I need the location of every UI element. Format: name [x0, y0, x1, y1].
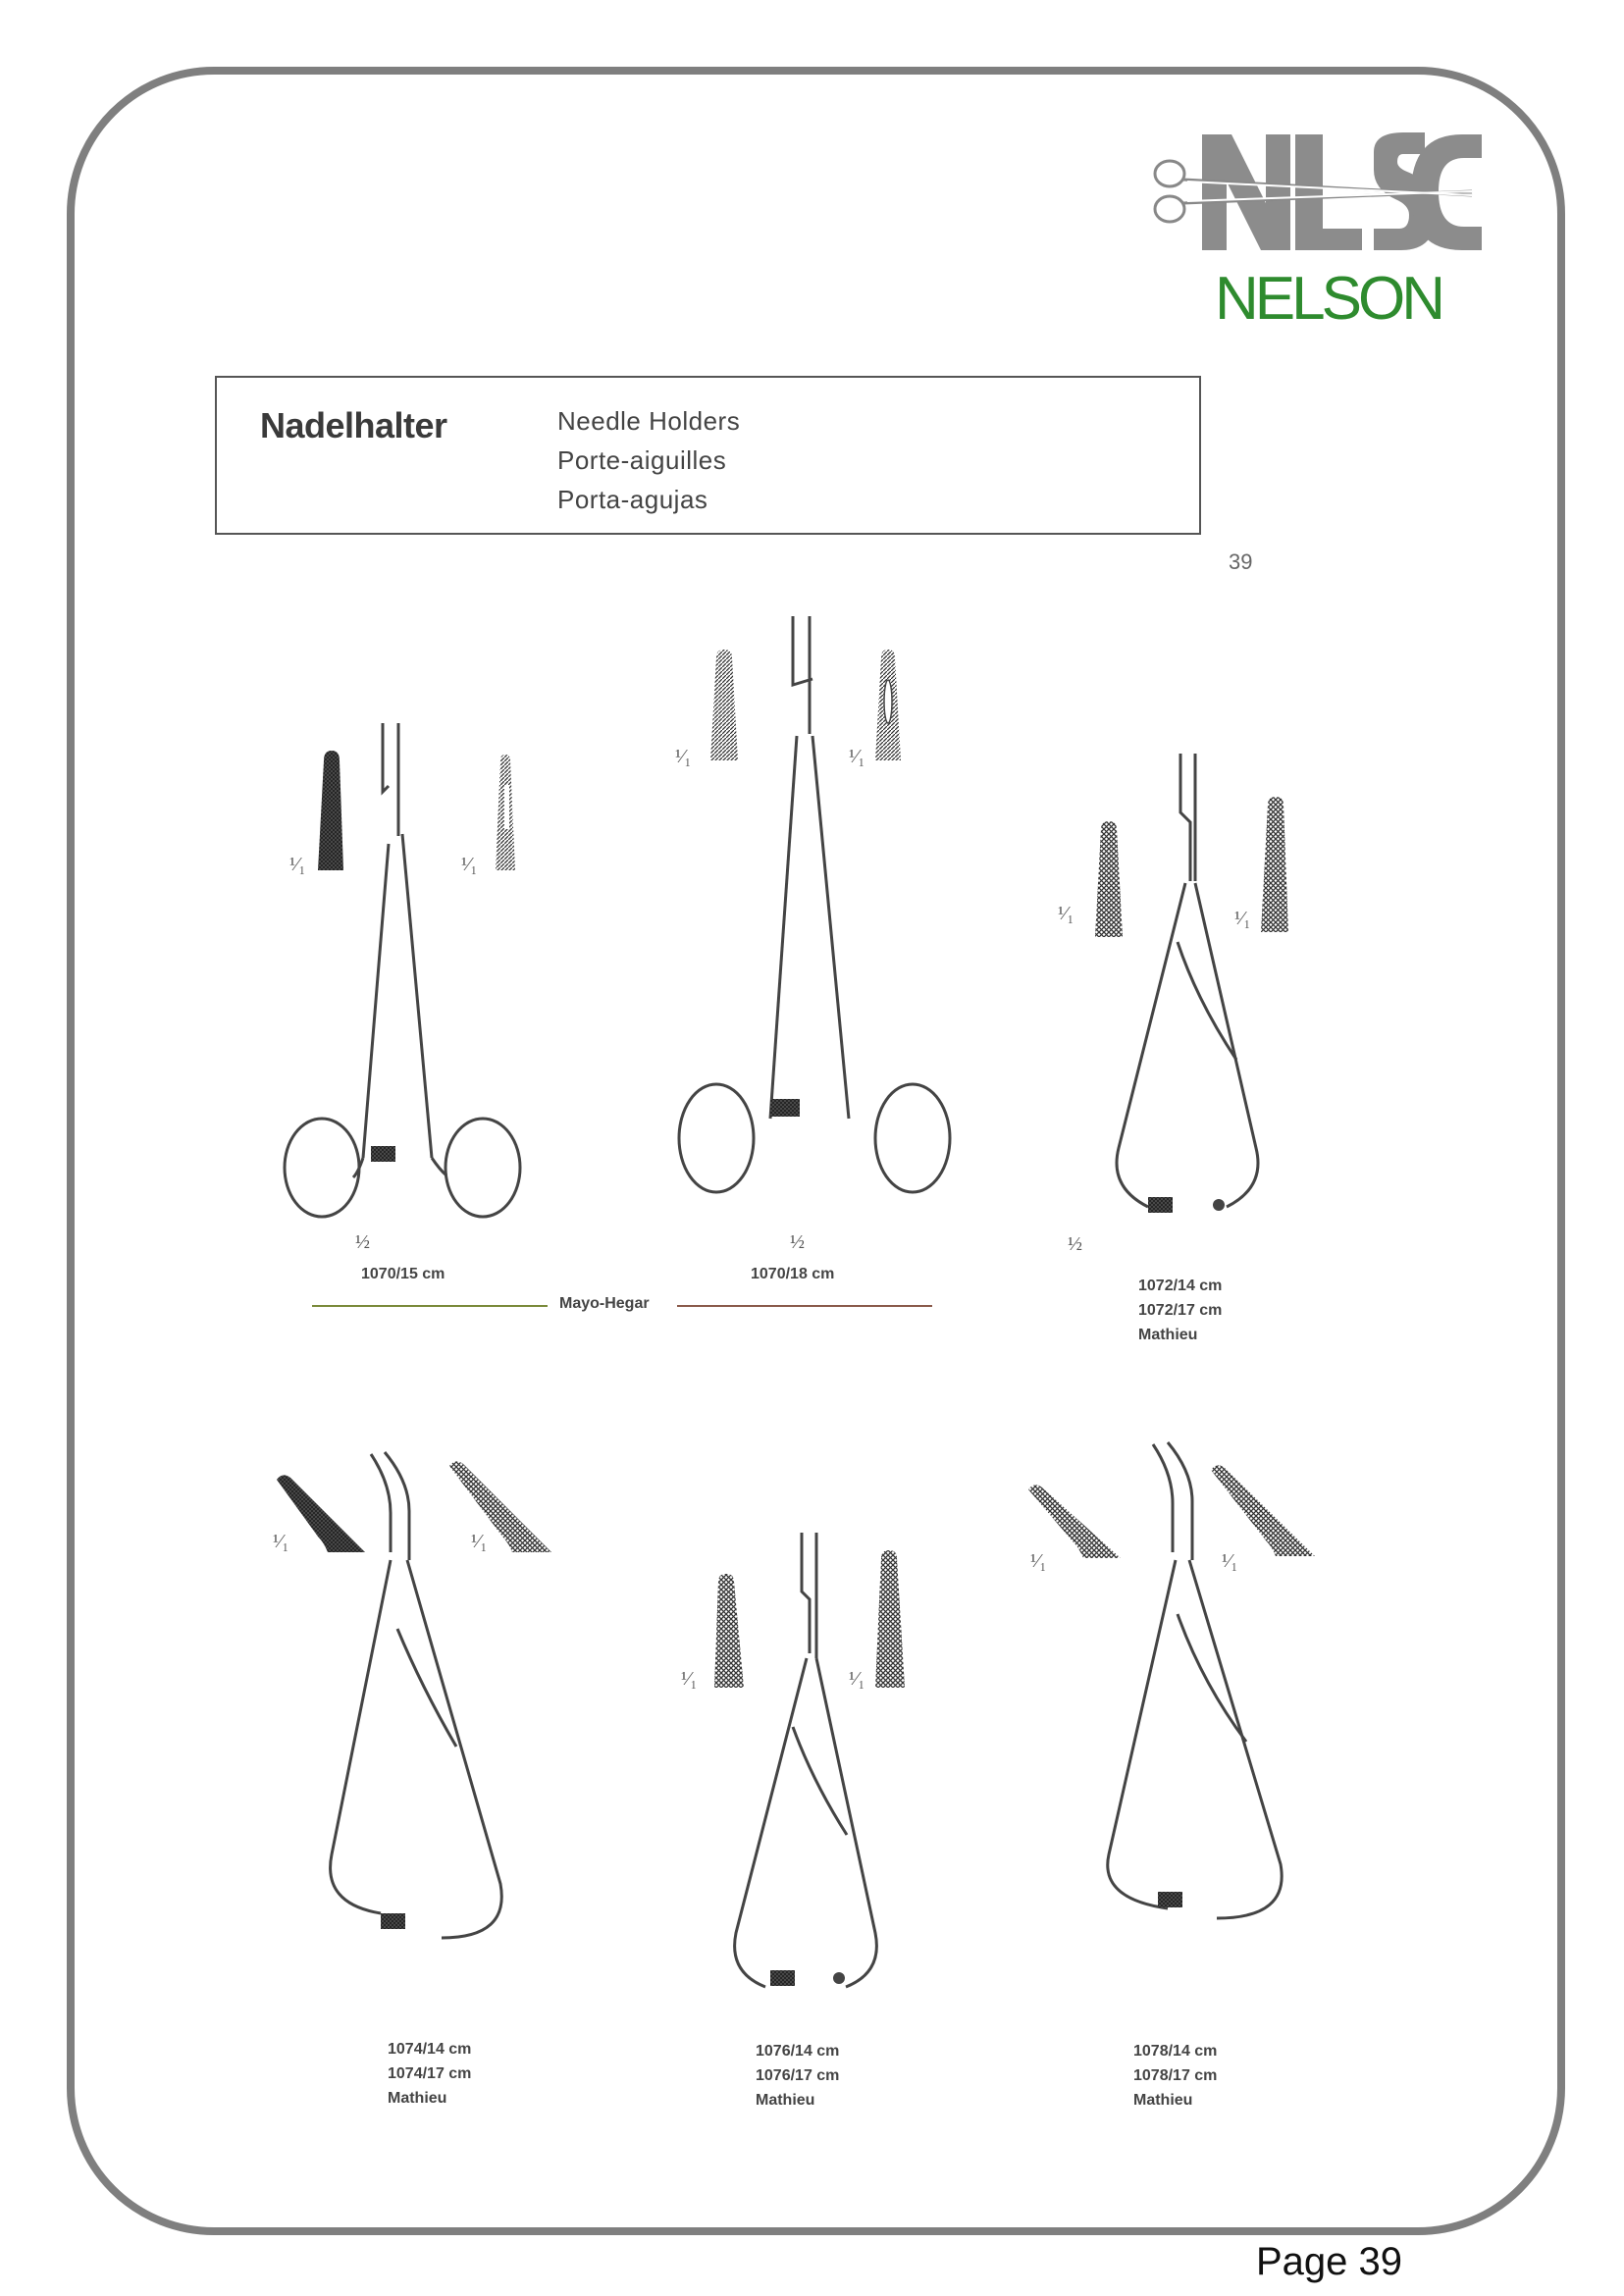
instrument-1070-18 [667, 608, 962, 1236]
tip-scale-right: ¹⁄₁ [461, 854, 478, 875]
tip-scale-left: ¹⁄₁ [1058, 903, 1074, 924]
instrument-1076 [667, 1511, 942, 2021]
tip-scale-left: ¹⁄₁ [289, 854, 306, 875]
tip-scale-right: ¹⁄₁ [1234, 908, 1251, 929]
instrument-1078 [1011, 1433, 1344, 2021]
instrument-1072 [1050, 736, 1325, 1246]
instrument-scale: ½ [1068, 1233, 1082, 1255]
title-spanish: Porta-agujas [557, 485, 708, 514]
instrument-caption: 1078/14 cm 1078/17 cm Mathieu [1133, 2043, 1218, 2109]
needle-holder-spring-handle-icon [265, 1433, 579, 2021]
needle-holder-spring-handle-icon [1011, 1433, 1344, 2021]
tip-scale-left: ¹⁄₁ [1030, 1550, 1047, 1572]
title-translations [557, 401, 740, 519]
tip-scale-left: ¹⁄₁ [273, 1531, 289, 1552]
tip-scale-left: ¹⁄₁ [681, 1668, 698, 1690]
svg-text:NELSON: NELSON [1215, 265, 1441, 333]
needle-holder-spring-handle-icon [1050, 736, 1325, 1246]
tip-scale-right: ¹⁄₁ [849, 1668, 865, 1690]
instrument-caption: 1074/14 cm 1074/17 cm Mathieu [388, 2041, 472, 2107]
tip-scale-right: ¹⁄₁ [1222, 1550, 1238, 1572]
scissors-icon [1148, 123, 1482, 334]
catalog-page-number: 39 [1229, 549, 1253, 574]
instrument-1074 [265, 1433, 579, 2021]
group-label: Mayo-Hegar [559, 1295, 650, 1312]
needle-holder-spring-handle-icon [667, 1511, 942, 2021]
instrument-scale: ½ [355, 1231, 370, 1253]
needle-holder-ring-handle-icon [265, 706, 579, 1236]
tip-scale-left: ¹⁄₁ [675, 746, 692, 767]
divider-line-right [677, 1305, 932, 1307]
instrument-scale: ½ [790, 1231, 805, 1253]
instrument-caption: 1070/18 cm [751, 1266, 835, 1282]
nelson-logo [1148, 123, 1482, 334]
footer-page-label: Page 39 [1256, 2240, 1403, 2283]
divider-line-left [312, 1305, 548, 1307]
section-header [215, 376, 1201, 535]
instrument-caption: 1076/14 cm 1076/17 cm Mathieu [756, 2043, 840, 2109]
title-french: Porte-aiguilles [557, 445, 727, 475]
instrument-caption: 1070/15 cm [361, 1266, 445, 1282]
tip-scale-right: ¹⁄₁ [849, 746, 865, 767]
instrument-caption: 1072/14 cm 1072/17 cm Mathieu [1138, 1278, 1223, 1343]
title-german: Nadelhalter [260, 405, 447, 445]
instrument-1070-15 [265, 706, 579, 1236]
needle-holder-ring-handle-icon [667, 608, 962, 1236]
title-english: Needle Holders [557, 406, 741, 436]
tip-scale-right: ¹⁄₁ [471, 1531, 488, 1552]
